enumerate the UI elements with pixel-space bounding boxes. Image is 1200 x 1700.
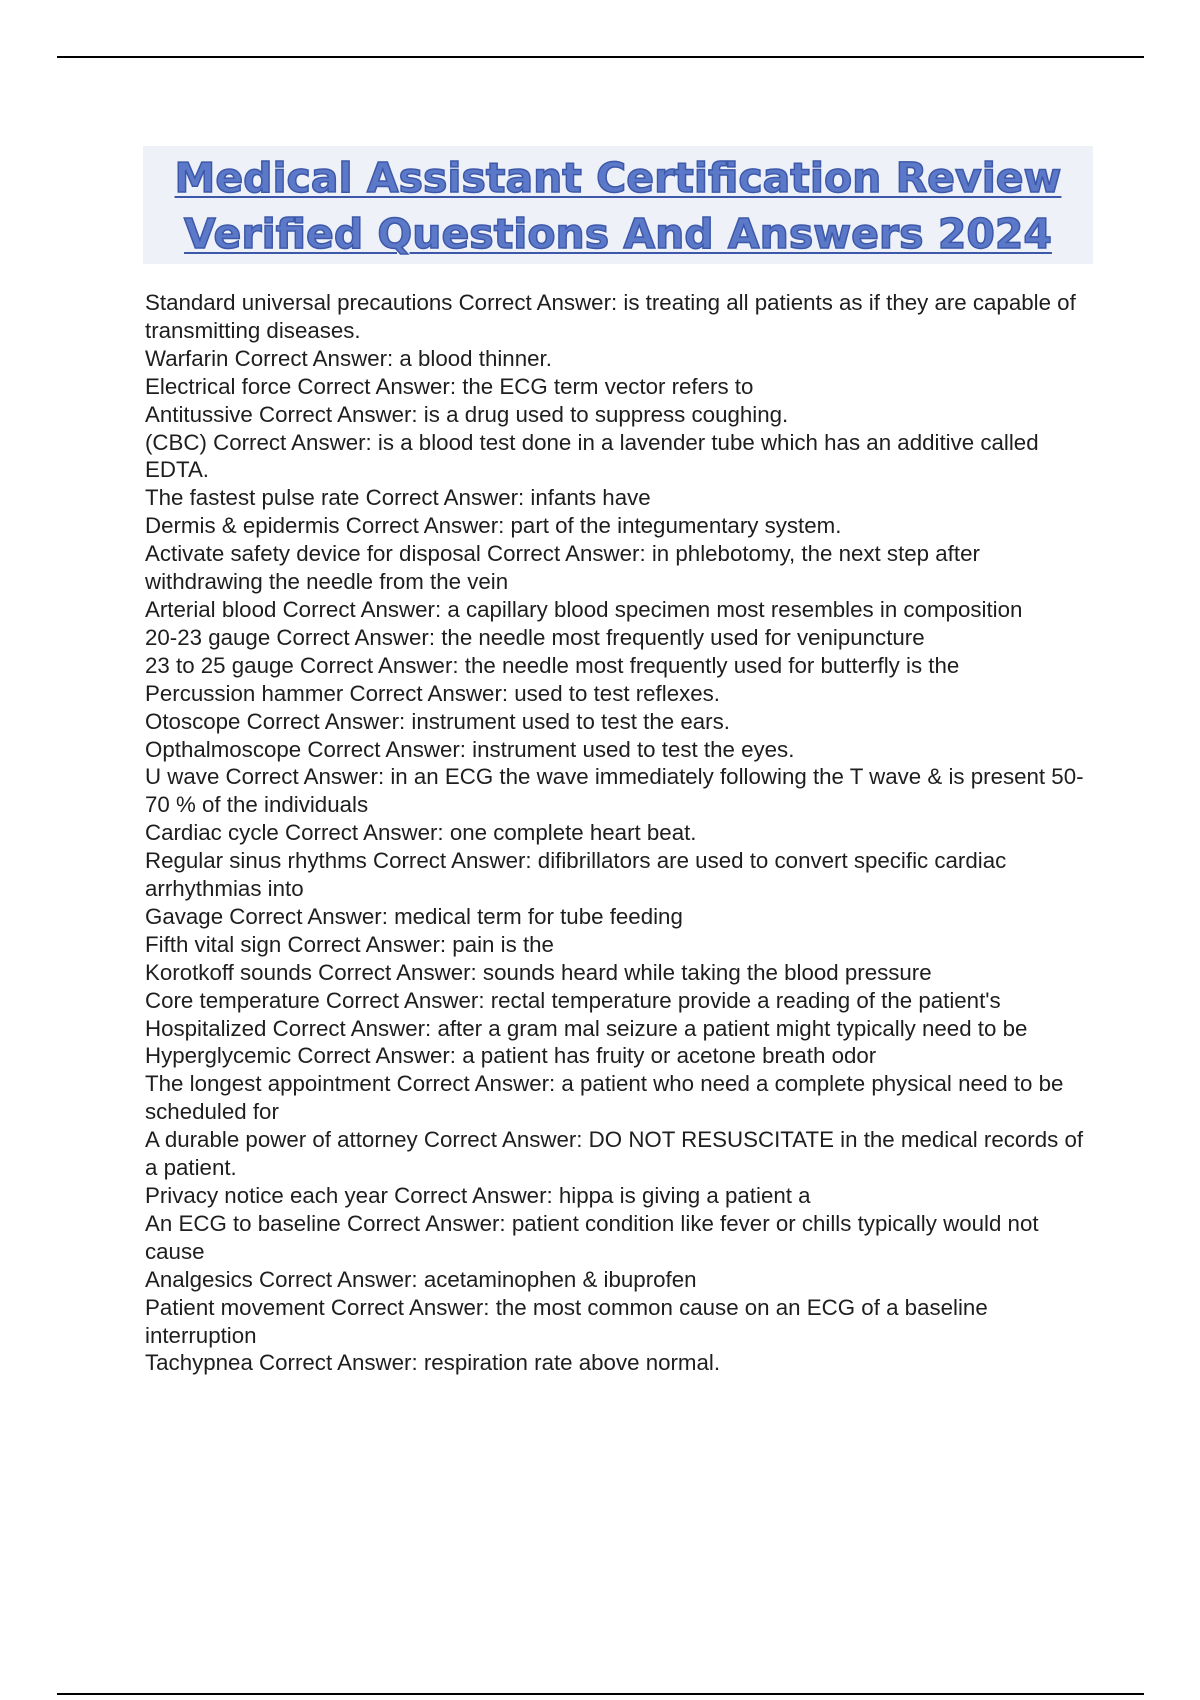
- qa-entry: Antitussive Correct Answer: is a drug used to suppress coughing.: [145, 401, 789, 427]
- qa-entry: Regular sinus rhythms Correct Answer: difibrillators are used to convert specific cardiac arrhythmias into: [145, 848, 1007, 902]
- qa-entry: U wave Correct Answer: in an ECG the wave immediately following the T wave & is present 50-70 % of the individuals: [145, 764, 1084, 818]
- qa-entry: Electrical force Correct Answer: the ECG term vector refers to: [145, 373, 754, 399]
- question-answer-list: [145, 289, 1090, 1377]
- qa-entry: 20-23 gauge Correct Answer: the needle most frequently used for venipuncture: [145, 624, 925, 650]
- qa-entry: Cardiac cycle Correct Answer: one complete heart beat.: [145, 820, 697, 846]
- qa-entry: Otoscope Correct Answer: instrument used to test the ears.: [145, 708, 730, 734]
- qa-entry: (CBC) Correct Answer: is a blood test done in a lavender tube which has an additive called EDTA.: [145, 429, 1039, 483]
- qa-entry: An ECG to baseline Correct Answer: patient condition like fever or chills typically would not cause: [145, 1210, 1039, 1264]
- document-title-line-1: Medical Assistant Certification Review: [174, 154, 1062, 202]
- qa-entry: Hospitalized Correct Answer: after a gram mal seizure a patient might typically need to be: [145, 1015, 1028, 1041]
- qa-entry: Dermis & epidermis Correct Answer: part of the integumentary system.: [145, 513, 842, 539]
- qa-entry: 23 to 25 gauge Correct Answer: the needle most frequently used for butterfly is the: [145, 652, 960, 678]
- qa-entry: Hyperglycemic Correct Answer: a patient has fruity or acetone breath odor: [145, 1043, 877, 1069]
- qa-entry: Privacy notice each year Correct Answer: hippa is giving a patient a: [145, 1183, 811, 1208]
- qa-entry: Warfarin Correct Answer: a blood thinner.: [145, 345, 552, 371]
- qa-entry: Patient movement Correct Answer: the most common cause on an ECG of a baseline interruption: [145, 1294, 988, 1348]
- qa-entry: The longest appointment Correct Answer: a patient who need a complete physical need to be scheduled for: [145, 1071, 1064, 1125]
- qa-entry: Gavage Correct Answer: medical term for tube feeding: [145, 903, 683, 929]
- title-banner: [143, 146, 1093, 264]
- qa-entry: The fastest pulse rate Correct Answer: infants have: [145, 485, 651, 511]
- qa-entry: Arterial blood Correct Answer: a capillary blood specimen most resembles in composition: [145, 596, 1023, 622]
- top-divider: [57, 56, 1144, 58]
- qa-entry: A durable power of attorney Correct Answer: DO NOT RESUSCITATE in the medical records of a patient.: [145, 1127, 1084, 1181]
- qa-entry: Tachypnea Correct Answer: respiration rate above normal.: [145, 1350, 721, 1376]
- qa-entry: Core temperature Correct Answer: rectal temperature provide a reading of the patient's: [145, 987, 1001, 1013]
- qa-entry: Analgesics Correct Answer: acetaminophen & ibuprofen: [145, 1266, 697, 1292]
- qa-entry: Activate safety device for disposal Correct Answer: in phlebotomy, the next step after withdrawing the needle from the vein: [145, 541, 980, 595]
- qa-entry: Standard universal precautions Correct Answer: is treating all patients as if they are capable of transmitting diseases.: [145, 290, 1076, 343]
- bottom-divider: [57, 1693, 1144, 1695]
- qa-entry: Percussion hammer Correct Answer: used to test reflexes.: [145, 680, 720, 706]
- qa-entry: Opthalmoscope Correct Answer: instrument used to test the eyes.: [145, 736, 795, 762]
- document-title-line-2: Verified Questions And Answers 2024: [184, 210, 1052, 258]
- qa-entry: Korotkoff sounds Correct Answer: sounds heard while taking the blood pressure: [145, 959, 932, 985]
- qa-entry: Fifth vital sign Correct Answer: pain is the: [145, 931, 554, 957]
